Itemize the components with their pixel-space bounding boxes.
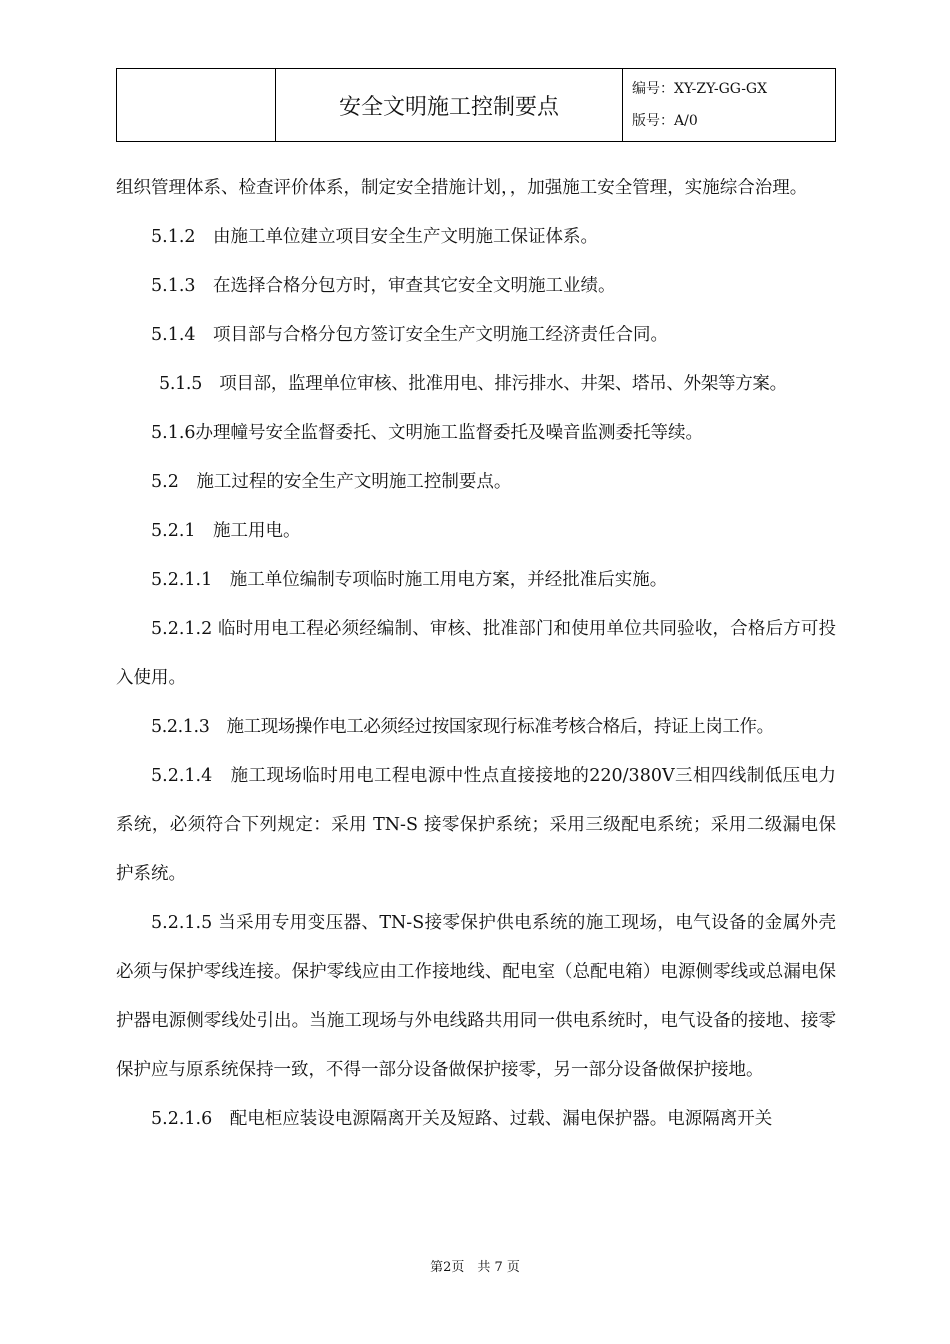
paragraph: 组织管理体系、检查评价体系，制定安全措施计划，，加强施工安全管理，实施综合治理。 [116, 178, 808, 198]
header-meta [623, 69, 835, 141]
paragraph: 5.1.3 在选择合格分包方时，审查其它安全文明施工业绩。 [151, 276, 616, 296]
paragraph: 5.2.1.3 施工现场操作电工必须经过按国家现行标准考核合格后，持证上岗工作。 [151, 717, 774, 737]
paragraph: 5.2.1.6 配电柜应装设电源隔离开关及短路、过载、漏电保护器。电源隔离开关 [151, 1109, 773, 1129]
paragraph: 5.1.4 项目部与合格分包方签订安全生产文明施工经济责任合同。 [151, 325, 669, 345]
paragraph: 5.2 施工过程的安全生产文明施工控制要点。 [151, 472, 512, 492]
paragraph: 5.2.1 施工用电。 [151, 521, 301, 541]
paragraph: 5.2.1.1 施工单位编制专项临时施工用电方案，并经批准后实施。 [151, 570, 668, 590]
paragraph: 5.2.1.5 当采用专用变压器、TN-S接零保护供电系统的施工现场，电气设备的金属外壳必须与保护零线连接。保护零线应由工作接地线、配电室（总配电箱）电源侧零线或总漏电保护器电源侧零线处引出。当施工现场与外电线路共用同一供电系统时，电气设备的接地、接零保护应与原系统保持一致，不得一部分设备做保护接零，另一部分设备做保护接地。 [116, 913, 836, 1080]
header-logo-cell [117, 69, 276, 141]
document-code: 编号：XY-ZY-GG-GX [632, 81, 768, 97]
document-version: 版号：A/0 [632, 113, 698, 129]
document-title: 安全文明施工控制要点 [276, 69, 623, 141]
page-footer: 第2页 共 7 页 [430, 1260, 520, 1275]
paragraph: 5.1.5 项目部，监理单位审核、批准用电、排污排水、井架、塔吊、外架等方案。 [159, 374, 787, 394]
paragraph: 5.1.6办理幢号安全监督委托、文明施工监督委托及噪音监测委托等续。 [151, 423, 704, 443]
paragraph: 5.1.2 由施工单位建立项目安全生产文明施工保证体系。 [151, 227, 599, 247]
paragraph: 5.2.1.2 临时用电工程必须经编制、审核、批准部门和使用单位共同验收，合格后方可投入使用。 [116, 619, 836, 688]
document-body [116, 164, 836, 1144]
document-header [116, 68, 836, 142]
paragraph: 5.2.1.4 施工现场临时用电工程电源中性点直接接地的220/380V三相四线制低压电力系统，必须符合下列规定：采用 TN-S 接零保护系统；采用三级配电系统；采用二级漏电保护系统。 [116, 766, 836, 884]
